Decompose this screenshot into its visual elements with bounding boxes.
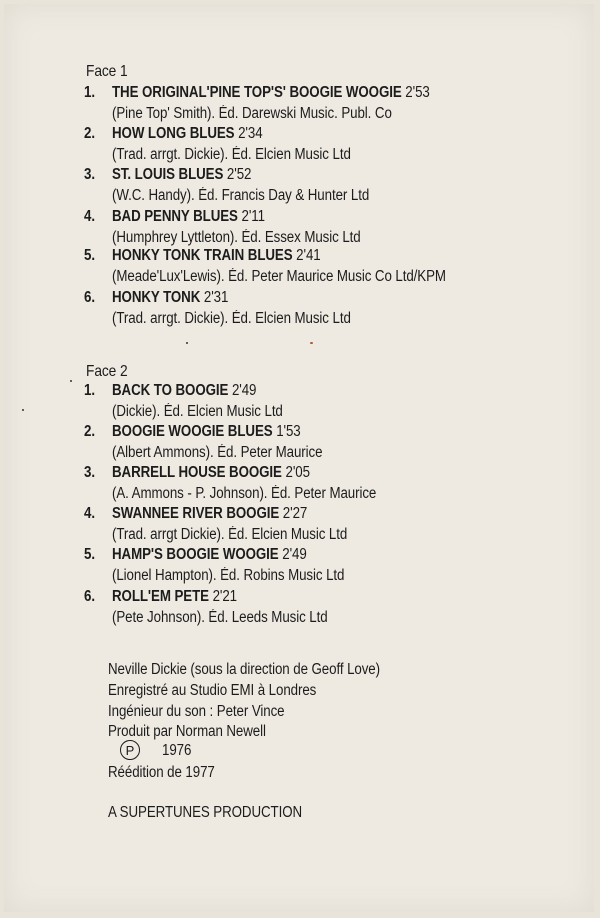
track-credit: (Trad. arrgt. Dickie). Éd. Elcien Music Ltd — [112, 146, 351, 163]
track-duration: 2'31 — [203, 289, 229, 306]
track-duration: 2'27 — [282, 505, 308, 522]
track-title: SWANNEE RIVER BOOGIE — [112, 505, 280, 522]
track-title: BARRELL HOUSE BOOGIE — [112, 464, 282, 481]
track-title: HOW LONG BLUES — [112, 125, 235, 142]
track-number: 4. — [84, 505, 96, 522]
track-duration: 2'49 — [231, 382, 257, 399]
track-number: 6. — [84, 289, 96, 306]
cassette-insert-card — [4, 4, 594, 912]
track-number: 1. — [84, 382, 96, 399]
reissue-line: Réédition de 1977 — [108, 764, 215, 781]
track-credit: (Lionel Hampton). Éd. Robins Music Ltd — [112, 567, 345, 584]
track-number: 3. — [84, 166, 96, 183]
track-duration: 2'11 — [241, 208, 265, 225]
track-title: HAMP'S BOOGIE WOOGIE — [112, 546, 279, 563]
track-credit: (A. Ammons - P. Johnson). Éd. Peter Maurice — [112, 485, 377, 502]
track-credit: (Trad. arrgt. Dickie). Éd. Elcien Music Ltd — [112, 310, 351, 327]
production-company: A SUPERTUNES PRODUCTION — [108, 804, 303, 821]
credit-line-performer: Neville Dickie (sous la direction de Geoff Love) — [108, 661, 380, 678]
paper-speck — [22, 409, 24, 411]
track-duration: 1'53 — [276, 423, 301, 440]
track-duration: 2'05 — [285, 464, 310, 481]
track-credit: (Humphrey Lyttleton). Éd. Essex Music Ltd — [112, 229, 361, 246]
paper-speck — [70, 380, 72, 382]
track-title: BOOGIE WOOGIE BLUES — [112, 423, 273, 440]
track-title: BACK TO BOOGIE — [112, 382, 229, 399]
track-credit: (Meade'Lux'Lewis). Éd. Peter Maurice Music Co Ltd/KPM — [112, 268, 446, 285]
copyright-year: 1976 — [162, 742, 192, 759]
track-title: HONKY TONK — [112, 289, 201, 306]
track-title: HONKY TONK TRAIN BLUES — [112, 247, 293, 264]
paper-speck — [186, 342, 188, 344]
track-number: 2. — [84, 423, 96, 440]
track-title: ST. LOUIS BLUES — [112, 166, 224, 183]
face-2-heading: Face 2 — [86, 363, 128, 380]
track-number: 5. — [84, 546, 96, 563]
track-number: 1. — [84, 84, 96, 101]
track-duration: 2'52 — [226, 166, 252, 183]
track-number: 4. — [84, 208, 96, 225]
track-title: BAD PENNY BLUES — [112, 208, 238, 225]
phonogram-copyright-icon: P — [120, 740, 140, 760]
face-1-heading: Face 1 — [86, 63, 128, 80]
track-credit: (Pine Top' Smith). Éd. Darewski Music. Publ. Co — [112, 105, 392, 122]
credit-line-engineer: Ingénieur du son : Peter Vince — [108, 703, 285, 720]
track-duration: 2'49 — [282, 546, 307, 563]
track-credit: (W.C. Handy). Éd. Francis Day & Hunter Ltd — [112, 187, 370, 204]
track-duration: 2'34 — [238, 125, 263, 142]
track-credit: (Dickie). Éd. Elcien Music Ltd — [112, 403, 283, 420]
track-number: 6. — [84, 588, 96, 605]
track-duration: 2'41 — [296, 247, 321, 264]
track-title: ROLL'EM PETE — [112, 588, 209, 605]
paper-speck — [310, 342, 313, 344]
track-number: 2. — [84, 125, 96, 142]
track-credit: (Albert Ammons). Éd. Peter Maurice — [112, 444, 323, 461]
credit-line-studio: Enregistré au Studio EMI à Londres — [108, 682, 317, 699]
track-title: THE ORIGINAL'PINE TOP'S' BOOGIE WOOGIE — [112, 84, 402, 101]
track-credit: (Pete Johnson). Éd. Leeds Music Ltd — [112, 609, 328, 626]
track-number: 3. — [84, 464, 96, 481]
track-duration: 2'53 — [405, 84, 430, 101]
track-number: 5. — [84, 247, 96, 264]
track-credit: (Trad. arrgt Dickie). Éd. Elcien Music Ltd — [112, 526, 348, 543]
track-duration: 2'21 — [212, 588, 238, 605]
credit-line-producer: Produit par Norman Newell — [108, 723, 266, 740]
